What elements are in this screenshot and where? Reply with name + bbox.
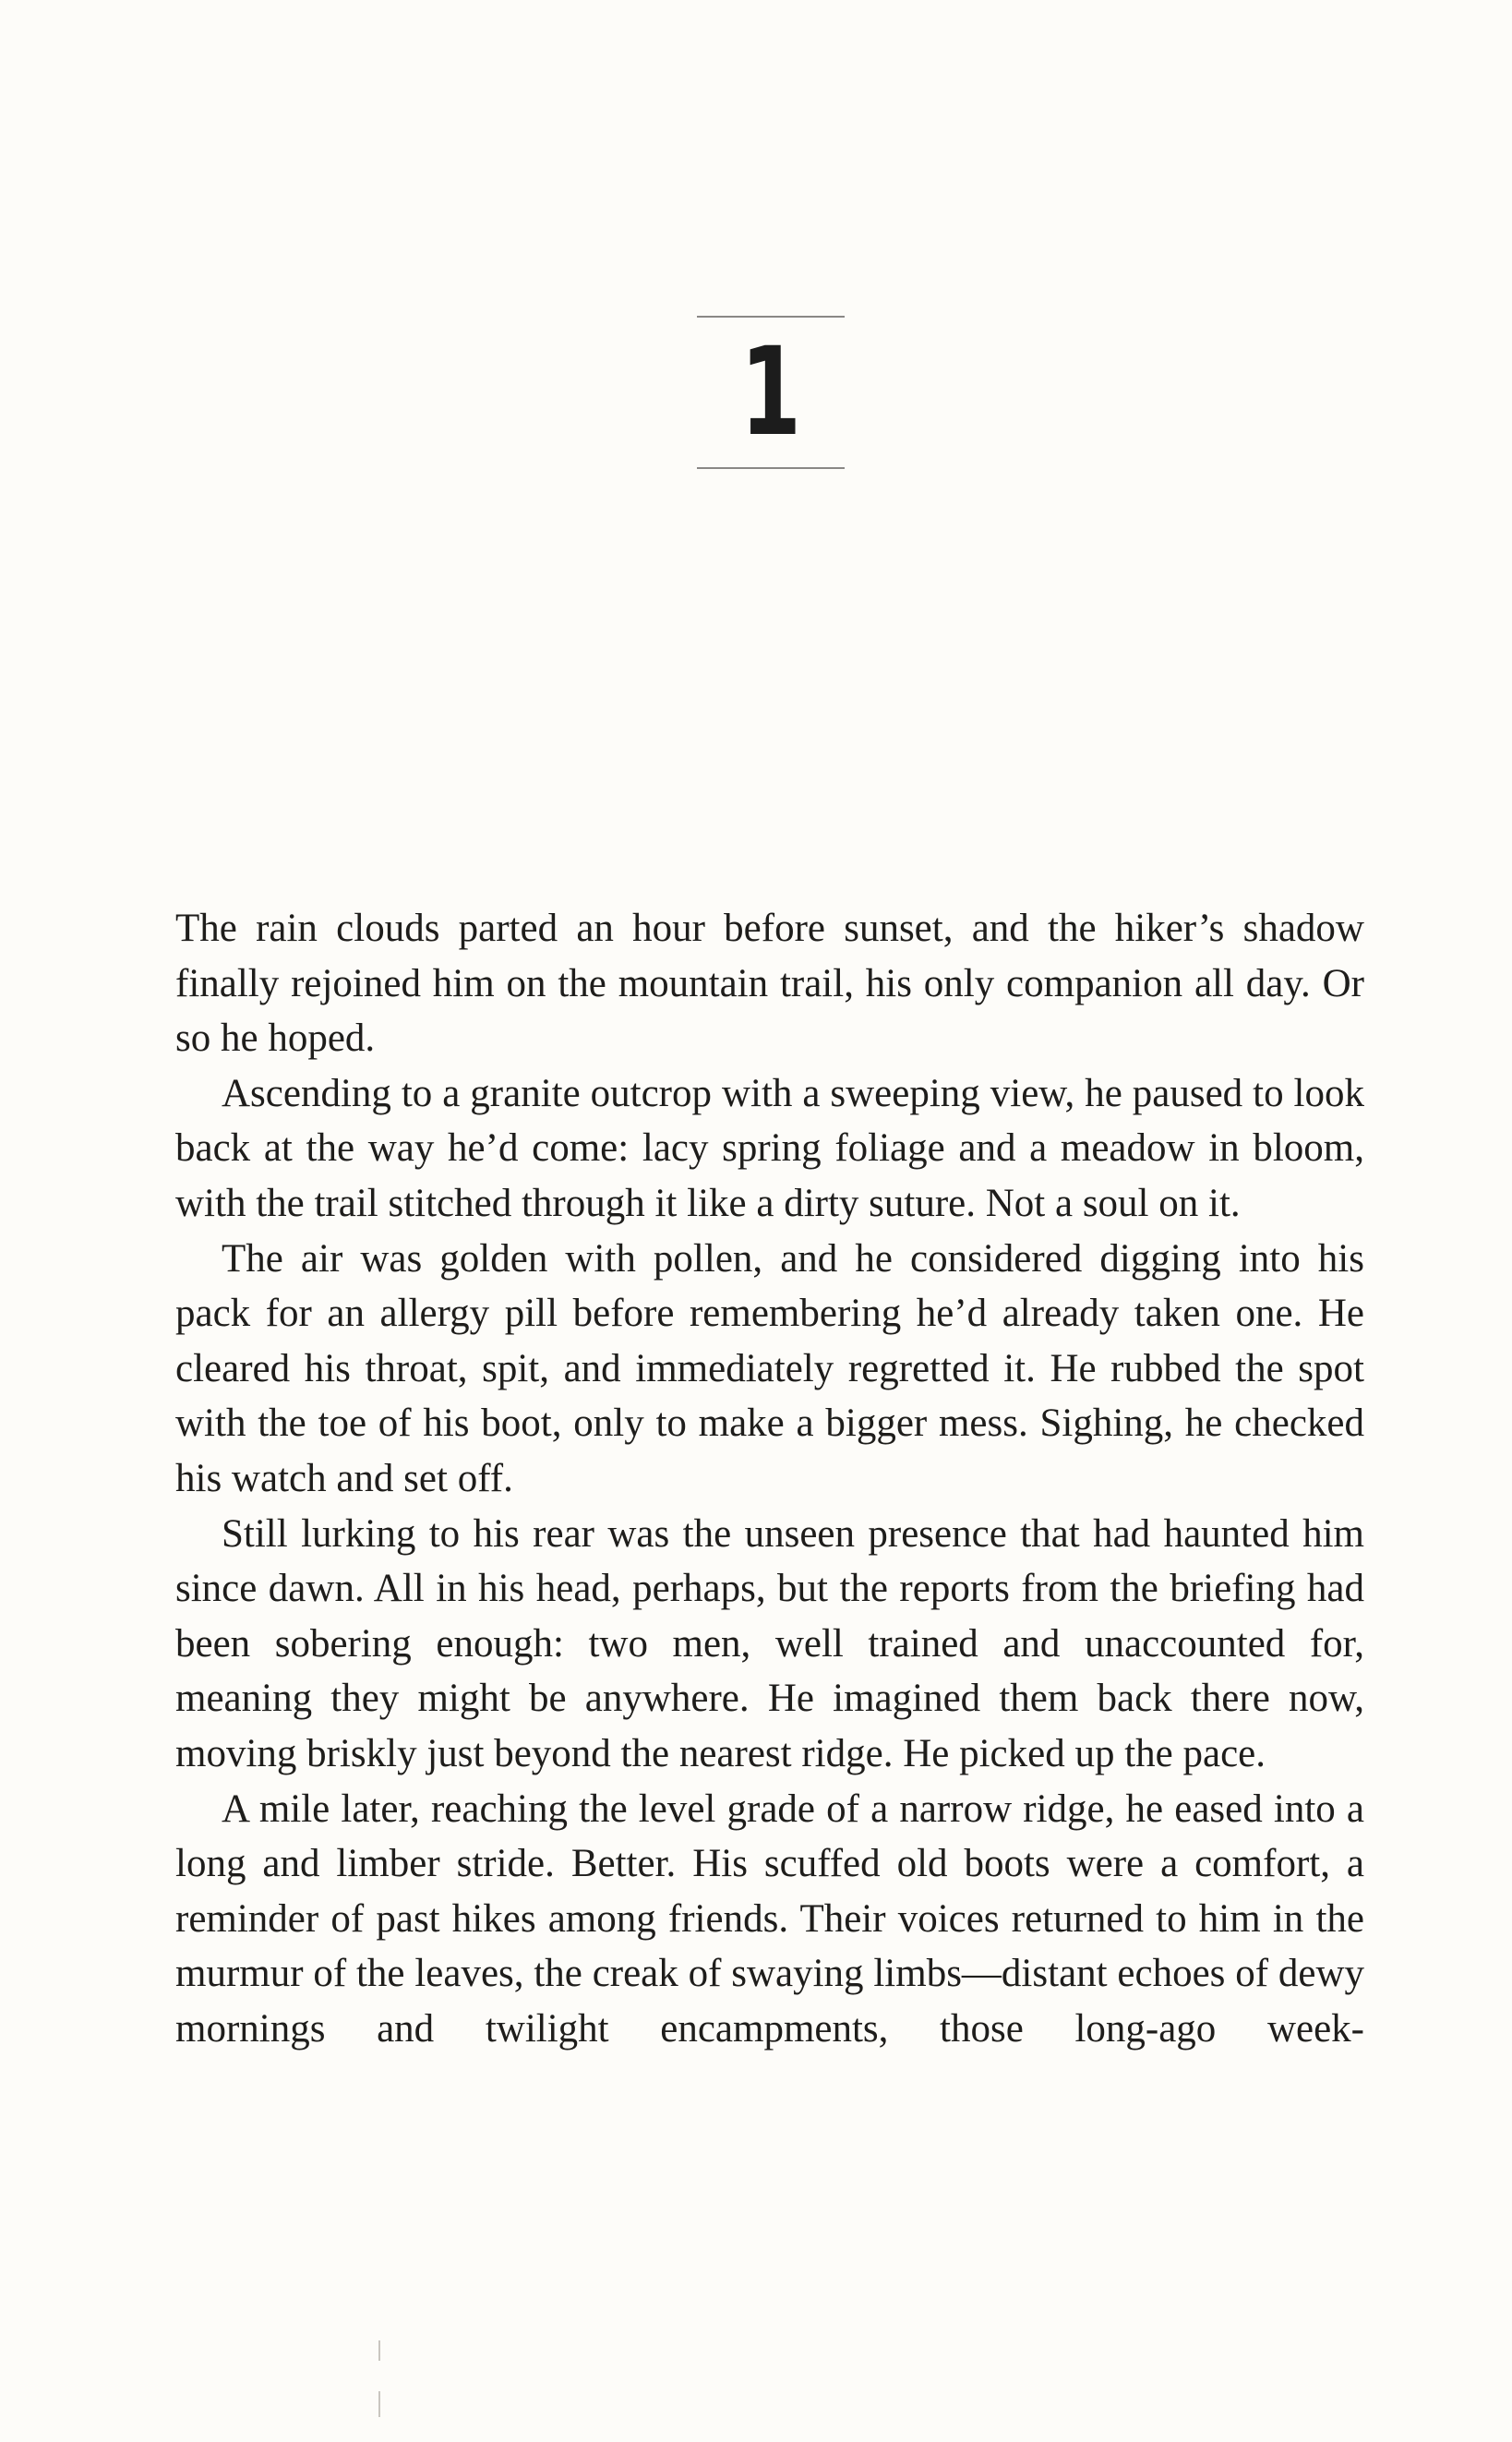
chapter-rule-bottom (697, 467, 845, 469)
paragraph-3: The air was golden with pollen, and he considered digging into his pack for an allergy pill before remembering he’d already taken one. He cleared his throat, spit, and immediately regretted it. He rubbed the spot with the toe of his boot, only to make a bigger mess. Sighing, he checked his watch and set off. (175, 1236, 1364, 1500)
scan-artifact-mark (378, 2340, 380, 2361)
chapter-number: 1 (739, 321, 802, 463)
paragraph-4: Still lurking to his rear was the unseen presence that had haunted him since dawn. All in his head, perhaps, but the reports from the briefing had been sobering enough: two men, well trained and unaccounted for, meaning they might be anywhere. He imagined them back there now, moving briskly just beyond the nearest ridge. He picked up the pace. (175, 1511, 1364, 1775)
paragraph-2: Ascending to a granite outcrop with a sweeping view, he paused to look back at the way he’d come: lacy spring foliage and a meadow in bloom, with the trail stitched through it like a dirty suture. Not a soul on it. (175, 1071, 1364, 1225)
chapter-heading (697, 316, 845, 471)
scan-artifact-mark (378, 2391, 380, 2417)
chapter-body-text (175, 901, 1364, 2056)
chapter-rule-top (697, 316, 845, 318)
paragraph-1: The rain clouds parted an hour before sunset, and the hiker’s shadow finally rejoined him on the mountain trail, his only companion all day. Or so he hoped. (175, 907, 1364, 1061)
paragraph-5: A mile later, reaching the level grade of a narrow ridge, he eased into a long and limber stride. Better. His scuffed old boots were a comfort, a reminder of past hikes among friends. Their voices returned to him in the murmur of the leaves, the creak of swaying limbs—distant echoes of dewy mornings and twilight encampments, those long-ago week- (175, 1786, 1364, 2051)
